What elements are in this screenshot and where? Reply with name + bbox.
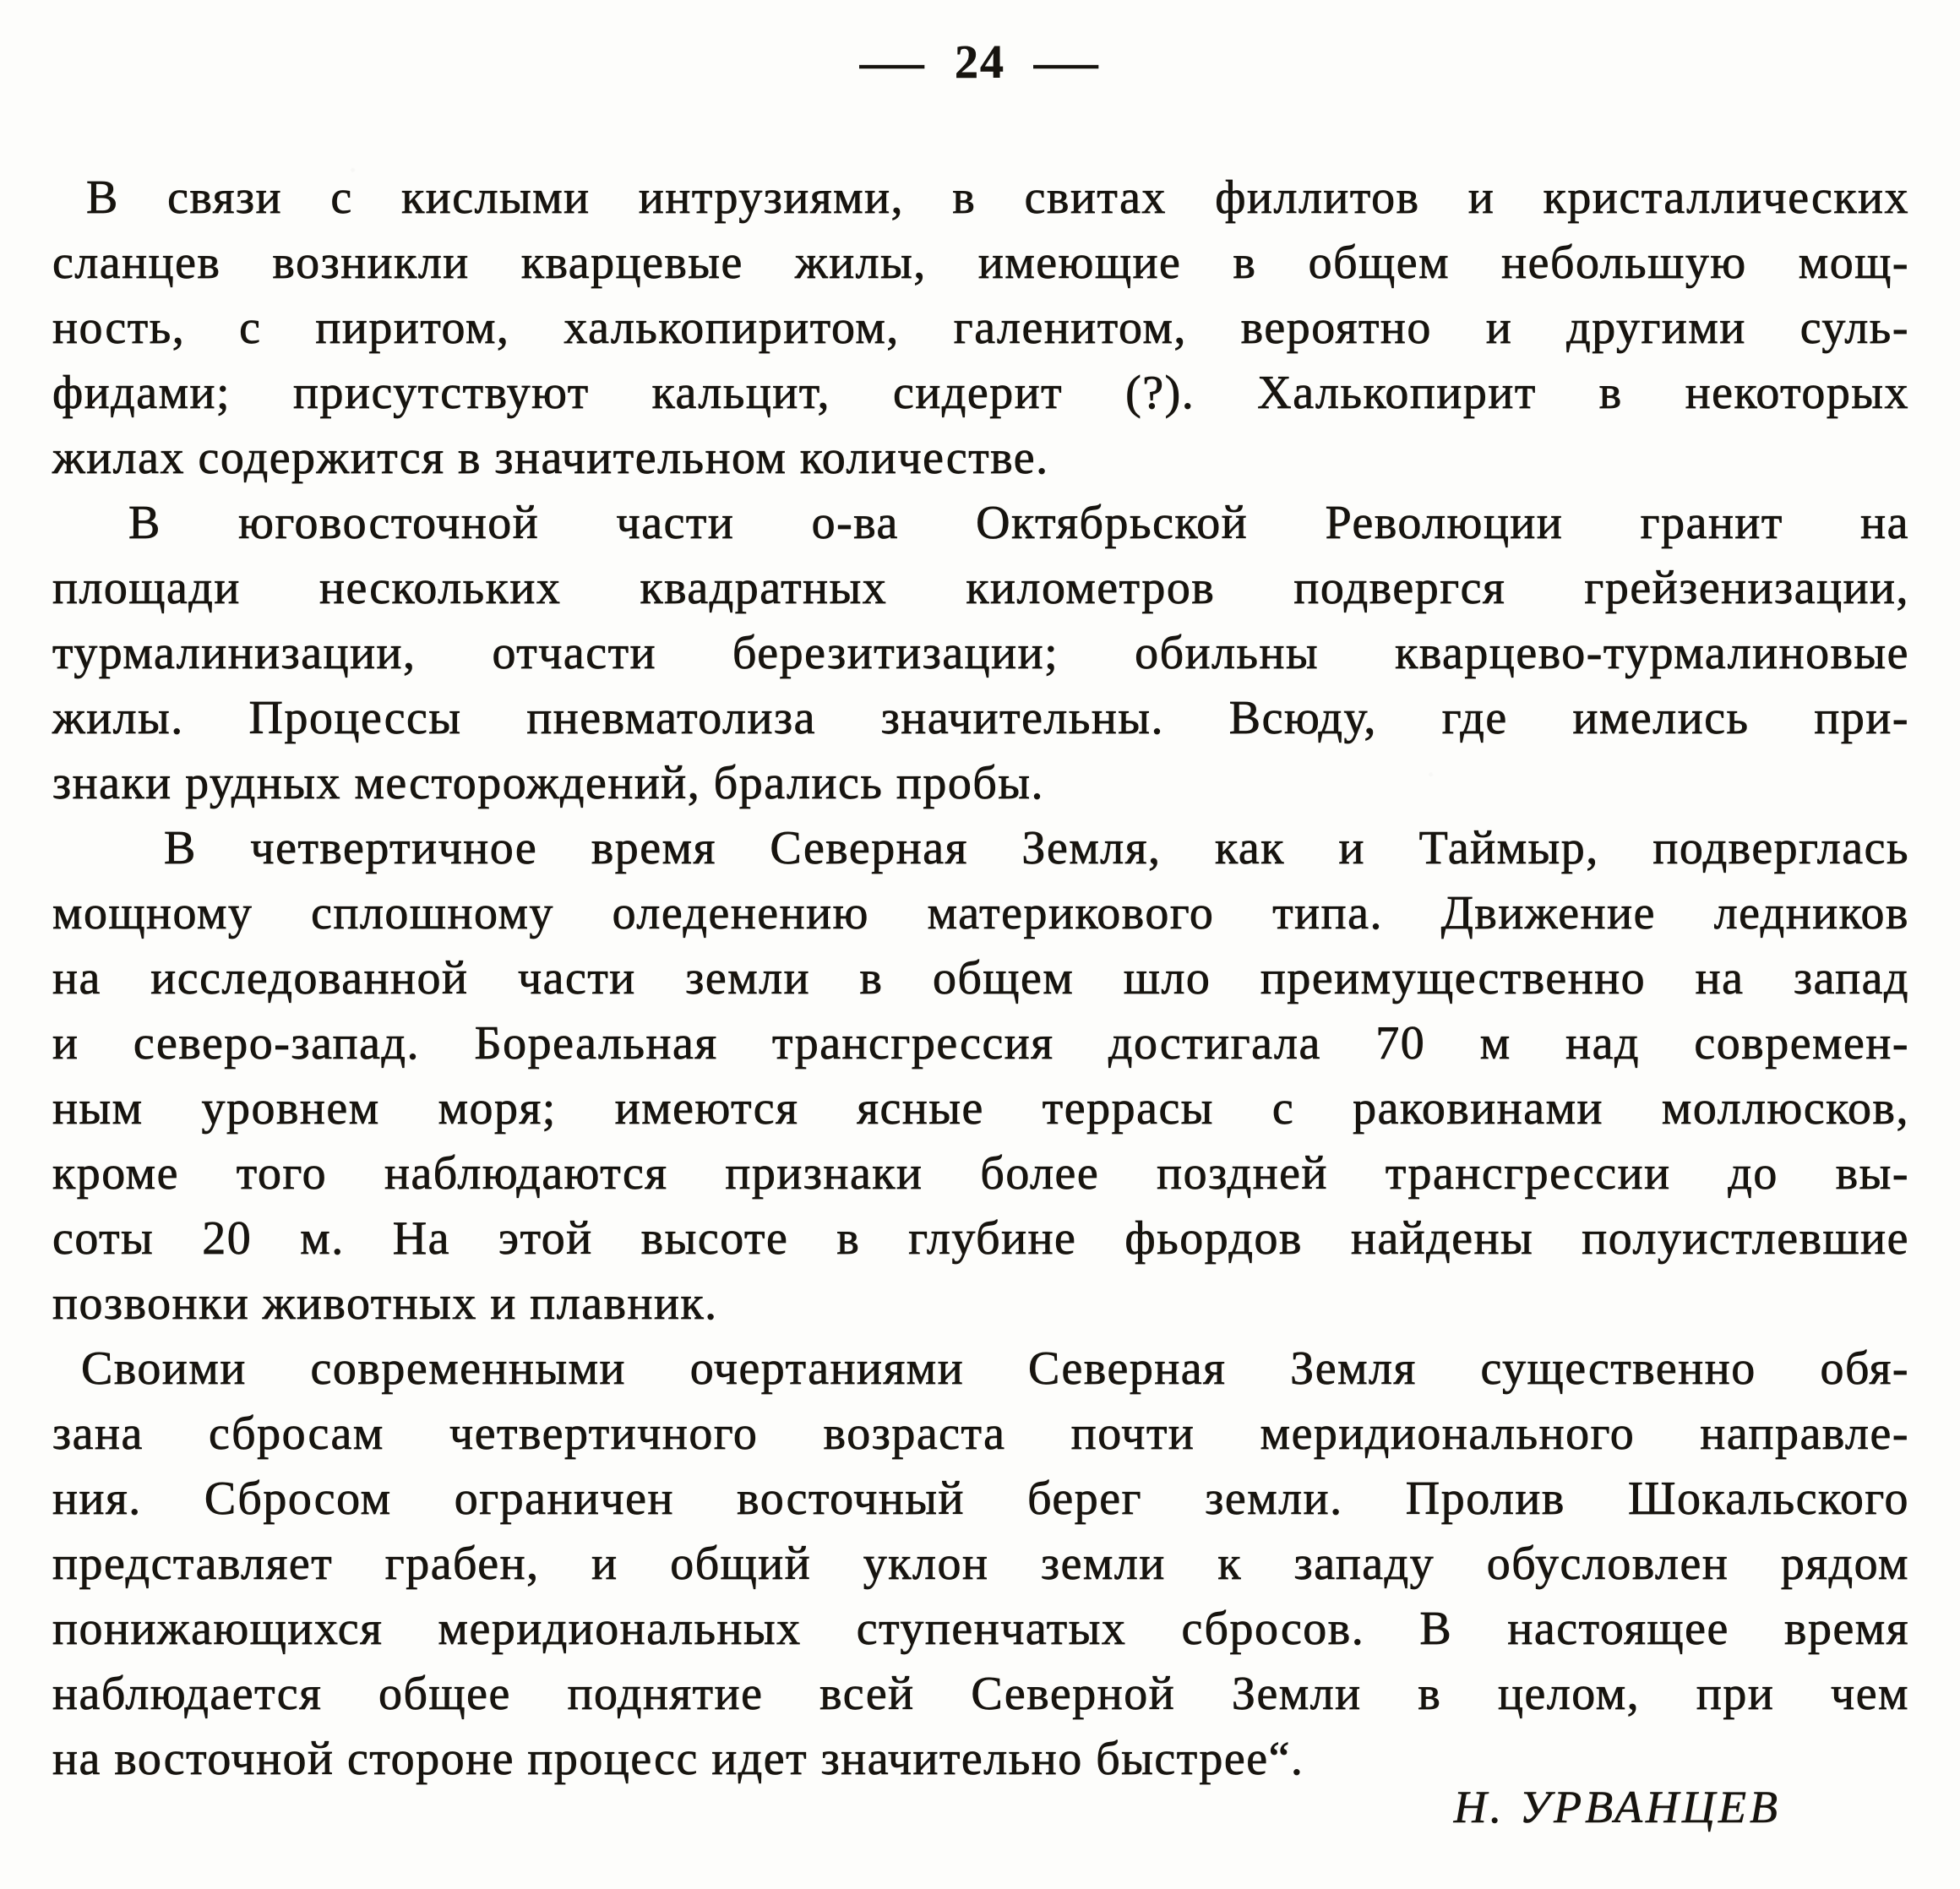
text-line: ным уровнем моря; имеются ясные террасы с раковинами моллюсков, [52,1082,1909,1135]
text-line: понижающихся меридиональных ступенчатых сбросов. В настоящее время [52,1603,1909,1655]
signature: Н. УРВАНЦЕВ [1453,1782,1781,1832]
body-text [52,166,1909,1792]
text-line: позвонки животных и плавник. [52,1277,718,1330]
text-line: представляет грабен, и общий уклон земли к западу обусловлен рядом [52,1538,1909,1590]
text-line: мощному сплошному оледенению материкового типа. Движение ледников [52,887,1909,939]
text-line: на исследованной части земли в общем шло преимущественно на запад [52,952,1909,1004]
text-line: В связи с кислыми интрузиями, в свитах филлитов и кристаллических [86,171,1909,224]
text-line: турмалинизации, отчасти березитизации; обильны кварцево-турмалиновые [52,627,1909,679]
text-line: жилах содержится в значительном количестве. [52,432,1049,484]
page-number-dash-right: — [1033,36,1101,89]
text-line: В четвертичное время Северная Земля, как и Таймыр, подверглась [164,822,1909,874]
text-line: сланцев возникли кварцевые жилы, имеющие в общем небольшую мощ- [52,237,1909,289]
text-line: жилы. Процессы пневматолиза значительны. Всюду, где имелись при- [52,692,1909,744]
text-line: Своими современными очертаниями Северная Земля существенно обя- [81,1342,1909,1395]
text-line: фидами; присутствуют кальцит, сидерит (?). Халькопирит в некоторых [52,367,1909,419]
text-line: ния. Сбросом ограничен восточный берег земли. Пролив Шокальского [52,1473,1909,1525]
text-line: наблюдается общее поднятие всей Северной Земли в целом, при чем [52,1668,1909,1720]
page-number [0,35,1960,90]
text-line: площади нескольких квадратных километров подвергся грейзенизации, [52,562,1909,614]
text-line: и северо-запад. Бореальная трансгрессия достигала 70 м над современ- [52,1017,1909,1070]
text-line: на восточной стороне процесс идет значительно быстрее“. [52,1733,1304,1785]
text-line: знаки рудных месторождений, брались пробы. [52,757,1045,809]
page-number-dash-left: — [859,36,927,89]
text-line: зана сбросам четвертичного возраста почти меридионального направле- [52,1407,1909,1460]
text-line: В юговосточной части о-ва Октябрьской Революции гранит на [128,497,1909,549]
text-line: кроме того наблюдаются признаки более поздней трансгрессии до вы- [52,1147,1909,1200]
text-line: ность, с пиритом, халькопиритом, галенитом, вероятно и другими суль- [52,302,1909,354]
text-line: соты 20 м. На этой высоте в глубине фьордов найдены полуистлевшие [52,1212,1909,1265]
page-number-value: 24 [955,36,1005,89]
